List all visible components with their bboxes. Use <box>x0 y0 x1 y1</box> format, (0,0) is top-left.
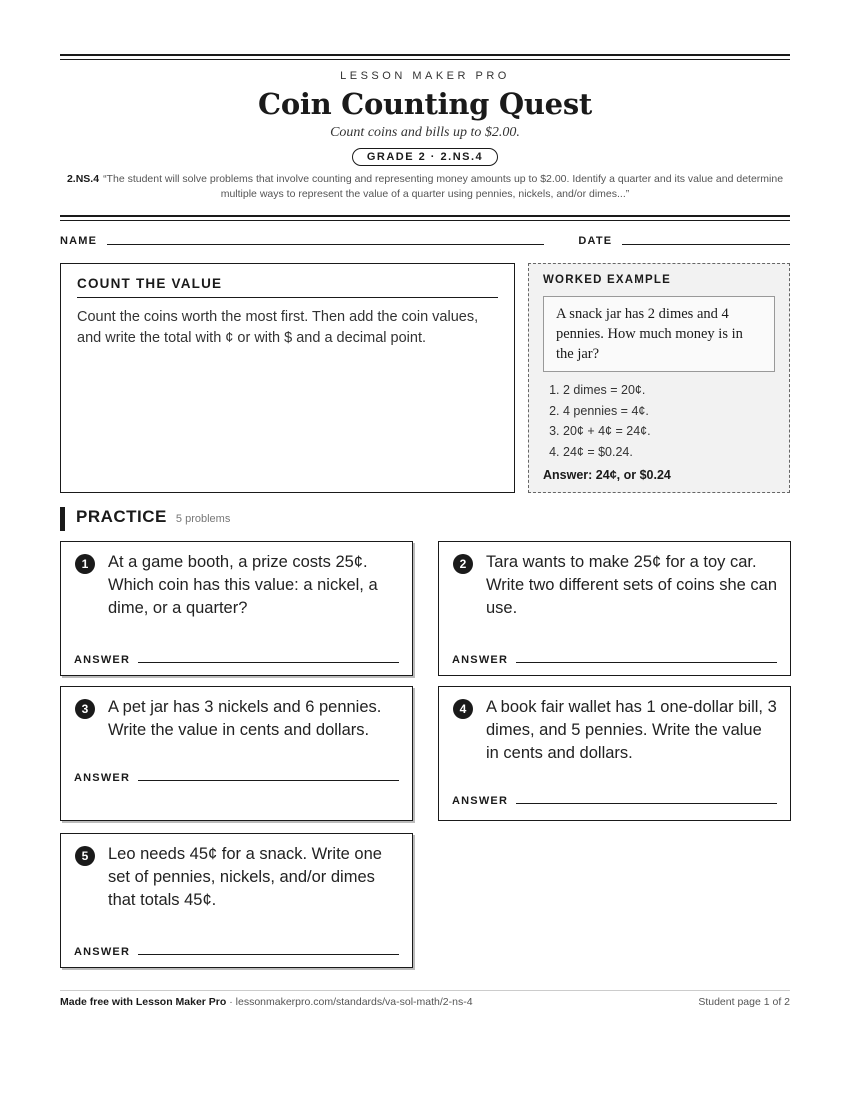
footer-url[interactable]: · lessonmakerpro.com/standards/va-sol-math/2-ns-4 <box>226 996 473 1008</box>
problem-card-2 <box>438 541 791 676</box>
date-field[interactable] <box>622 243 790 245</box>
answer-field[interactable] <box>138 662 399 663</box>
count-box-heading: COUNT THE VALUE <box>77 276 498 298</box>
problem-number: 2 <box>453 554 473 574</box>
problem-text: At a game booth, a prize costs 25¢. Which coin has this value: a nickel, a dime, or a quarter? <box>108 553 378 617</box>
top-rule <box>60 54 790 60</box>
worked-example-steps <box>543 380 775 462</box>
answer-label: ANSWER <box>74 946 131 958</box>
answer-field[interactable] <box>138 780 399 781</box>
count-box-body: Count the coins worth the most first. Then add the coin values, and write the total with ¢ or with $ and a decimal point. <box>77 309 479 346</box>
page-title: Coin Counting Quest <box>258 87 592 121</box>
problem-card-4 <box>438 686 791 821</box>
page-footer <box>60 990 790 1008</box>
count-the-value-box <box>60 263 515 493</box>
name-date-row <box>60 235 790 247</box>
problem-number: 4 <box>453 699 473 719</box>
problem-text: Tara wants to make 25¢ for a toy car. Write two different sets of coins she can use. <box>486 553 778 617</box>
date-label: DATE <box>578 235 613 247</box>
worked-step: 4. 24¢ = $0.24. <box>563 442 775 463</box>
problem-text: A pet jar has 3 nickels and 6 pennies. Write the value in cents and dollars. <box>108 698 382 739</box>
practice-count: 5 problems <box>175 513 231 525</box>
footer-page-number: Student page 1 of 2 <box>698 996 790 1008</box>
answer-label: ANSWER <box>452 654 509 666</box>
problem-card-5 <box>60 833 413 968</box>
problem-number: 3 <box>75 699 95 719</box>
problem-text: Leo needs 45¢ for a snack. Write one set of pennies, nickels, and/or dimes that totals 45¢. <box>108 845 382 909</box>
worked-example-answer: Answer: 24¢, or $0.24 <box>543 468 671 482</box>
standard-code: 2.NS.4 <box>66 173 100 185</box>
problem-number: 5 <box>75 846 95 866</box>
answer-field[interactable] <box>516 803 777 804</box>
problem-card-3 <box>60 686 413 821</box>
brand-label: LESSON MAKER PRO <box>340 70 510 82</box>
worked-step: 2. 4 pennies = 4¢. <box>563 401 775 422</box>
name-label: NAME <box>60 235 98 247</box>
standard-text: “The student will solve problems that involve counting and representing money amounts up to $2.00. Identify a quarter and its value and determine multiple ways to represent the value of a quarter using pennies, nickels, and/or dimes...” <box>103 173 784 200</box>
answer-label: ANSWER <box>452 795 509 807</box>
answer-label: ANSWER <box>74 772 131 784</box>
problem-text: A book fair wallet has 1 one-dollar bill, 3 dimes, and 5 pennies. Write the value in cents and dollars. <box>486 698 777 762</box>
worksheet-page <box>60 54 790 531</box>
standard-description <box>60 172 790 202</box>
page-subtitle: Count coins and bills up to $2.00. <box>330 125 520 140</box>
answer-field[interactable] <box>516 662 777 663</box>
grade-badge: GRADE 2 · 2.NS.4 <box>352 148 498 166</box>
worked-step: 1. 2 dimes = 20¢. <box>563 380 775 401</box>
worked-example-box <box>528 263 790 493</box>
problem-card-1 <box>60 541 413 676</box>
problem-number: 1 <box>75 554 95 574</box>
practice-heading <box>60 507 790 531</box>
practice-title: PRACTICE <box>76 507 167 526</box>
answer-label: ANSWER <box>74 654 131 666</box>
answer-field[interactable] <box>138 954 399 955</box>
name-field[interactable] <box>107 243 544 245</box>
header-rule <box>60 215 790 221</box>
worked-example-heading: WORKED EXAMPLE <box>543 274 671 286</box>
worked-example-question: A snack jar has 2 dimes and 4 pennies. How much money is in the jar? <box>543 296 775 372</box>
footer-made-with: Made free with Lesson Maker Pro <box>60 996 227 1008</box>
worked-step: 3. 20¢ + 4¢ = 24¢. <box>563 421 775 442</box>
